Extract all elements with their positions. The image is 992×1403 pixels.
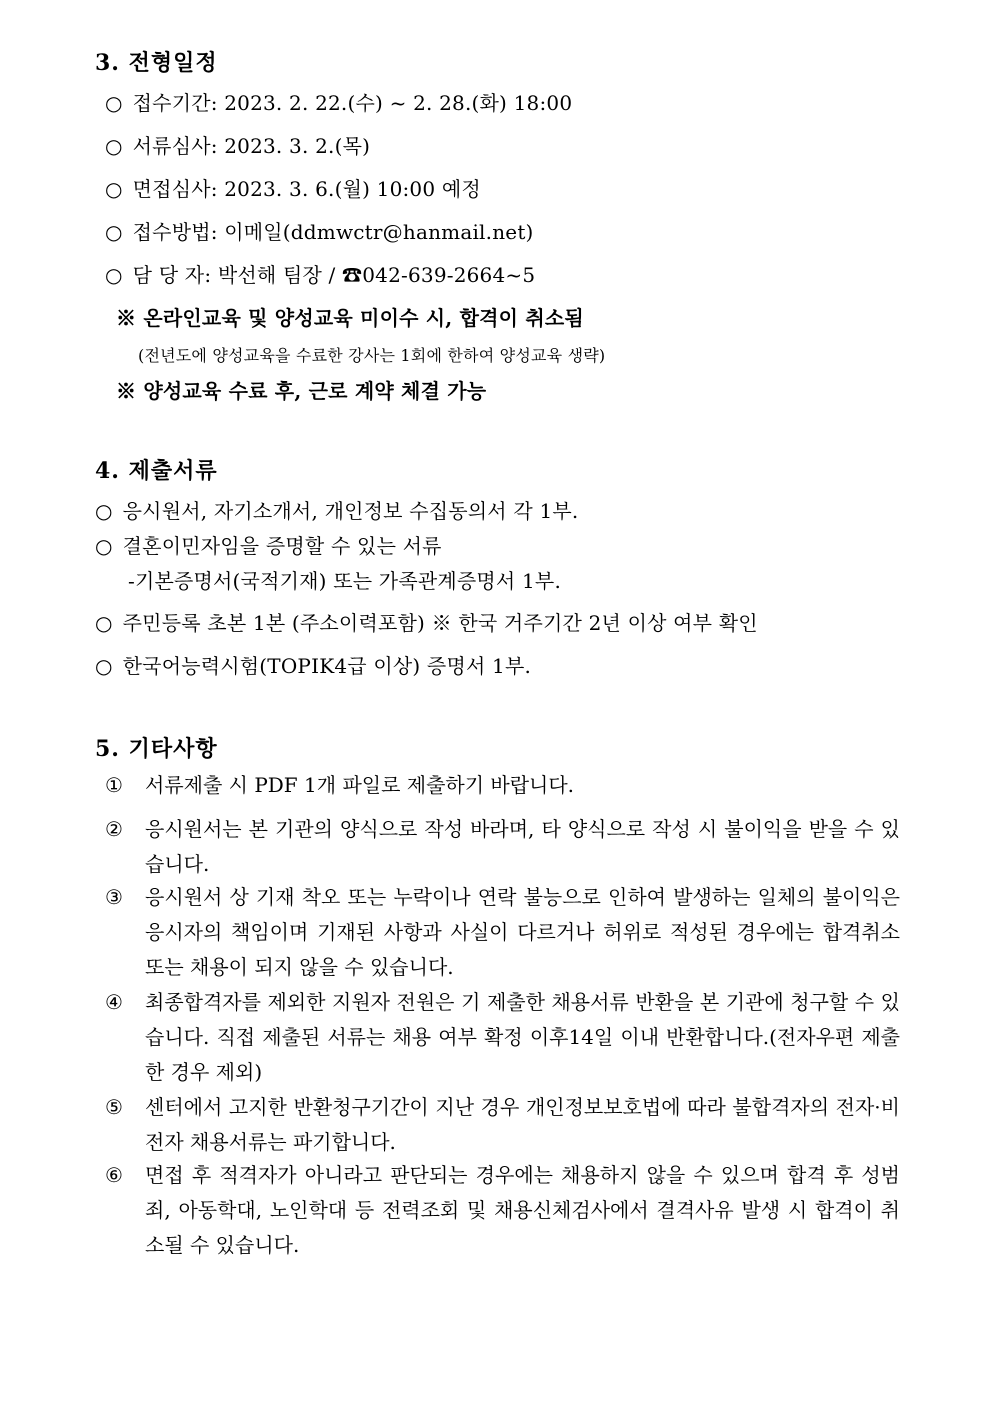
schedule-item-text: 서류심사: 2023. 3. 2.(목) [132,134,371,158]
notice-number: ② [105,817,123,841]
circle-bullet-icon: ○ [95,611,113,635]
circle-bullet-icon: ○ [105,220,123,244]
circle-bullet-icon: ○ [105,134,123,158]
notice-number: ⑥ [105,1163,123,1187]
notice-item [105,812,900,882]
document-item-text: 결혼이민자임을 증명할 수 있는 서류 [122,534,442,558]
document-item [95,650,531,679]
document-item-sub: -기본증명서(국적기재) 또는 가족관계증명서 1부. [128,569,561,593]
document-item-text: 응시원서, 자기소개서, 개인정보 수집동의서 각 1부. [122,499,579,523]
document-item-text: 한국어능력시험(TOPIK4급 이상) 증명서 1부. [122,654,532,678]
schedule-item-text: 담 당 자: 박선해 팀장 / ☎042-639-2664~5 [132,263,536,287]
schedule-item [105,173,481,202]
notice-item [105,880,900,985]
schedule-item-text: 접수방법: 이메일(ddmwctr@hanmail.net) [132,220,534,244]
notice-text: 응시원서는 본 기관의 양식으로 작성 바라며, 타 양식으로 작성 시 불이익을 받을 수 있습니다. [145,817,900,876]
circle-bullet-icon: ○ [95,499,113,523]
notice-number: ① [105,773,123,797]
note-online-education-sub: (전년도에 양성교육을 수료한 강사는 1회에 한하여 양성교육 생략) [138,346,606,365]
schedule-item [105,216,534,245]
circle-bullet-icon: ○ [95,654,113,678]
schedule-item [105,130,370,159]
note-online-education: ※ 온라인교육 및 양성교육 미이수 시, 합격이 취소됨 [116,306,584,330]
notice-text: 센터에서 고지한 반환청구기간이 지난 경우 개인정보보호법에 따라 불합격자의 전자·비전자 채용서류는 파기합니다. [145,1095,900,1154]
schedule-item-text: 접수기간: 2023. 2. 22.(수) ~ 2. 28.(화) 18:00 [132,91,573,115]
document-item [95,495,578,524]
circle-bullet-icon: ○ [105,263,123,287]
notice-number: ⑤ [105,1095,123,1119]
section4-heading: 4. 제출서류 [95,458,218,484]
notice-number: ④ [105,990,123,1014]
document-item [95,530,442,559]
notice-text: 서류제출 시 PDF 1개 파일로 제출하기 바랍니다. [145,773,575,797]
circle-bullet-icon: ○ [105,177,123,201]
section3-heading: 3. 전형일정 [95,50,218,76]
schedule-item [105,87,572,116]
notice-number: ③ [105,885,123,909]
schedule-item-text: 면접심사: 2023. 3. 6.(월) 10:00 예정 [132,177,481,201]
notice-item [105,985,900,1090]
notice-item [105,768,900,803]
schedule-item [105,259,535,288]
document-item-text: 주민등록 초본 1본 (주소이력포함) ※ 한국 거주기간 2년 이상 여부 확인 [122,611,758,635]
notice-item [105,1158,900,1263]
circle-bullet-icon: ○ [95,534,113,558]
document-item [95,607,758,636]
section5-heading: 5. 기타사항 [95,736,218,762]
circle-bullet-icon: ○ [105,91,123,115]
notice-item [105,1090,900,1160]
notice-text: 면접 후 적격자가 아니라고 판단되는 경우에는 채용하지 않을 수 있으며 합격 후 성범죄, 아동학대, 노인학대 등 전력조회 및 채용신체검사에서 결격사유 발생 시 합격이 취소될 수 있습니다. [145,1163,900,1257]
notice-text: 최종합격자를 제외한 지원자 전원은 기 제출한 채용서류 반환을 본 기관에 청구할 수 있습니다. 직접 제출된 서류는 채용 여부 확정 이후14일 이내 반환합니다.(전자우편 제출한 경우 제외) [145,990,900,1084]
note-contract: ※ 양성교육 수료 후, 근로 계약 체결 가능 [116,379,487,403]
notice-text: 응시원서 상 기재 착오 또는 누락이나 연락 불능으로 인하여 발생하는 일체의 불이익은 응시자의 책임이며 기재된 사항과 사실이 다르거나 허위로 적성된 경우에는 합격취소 또는 채용이 되지 않을 수 있습니다. [145,885,900,979]
